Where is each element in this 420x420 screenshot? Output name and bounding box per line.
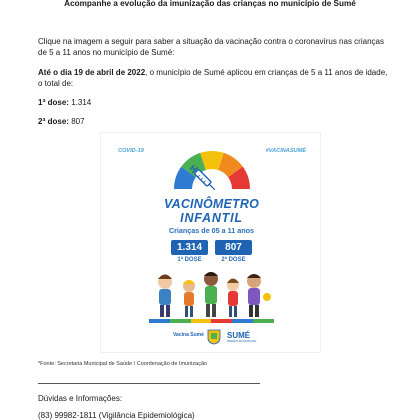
- covid-tag: COVID-19: [118, 148, 144, 154]
- vacina-sume-logo: Vacina Sumé: [173, 332, 204, 338]
- dose1-label: 1ª dose:: [38, 98, 69, 107]
- hashtag-tag: #VACINASUMÉ: [265, 148, 306, 154]
- summary-paragraph: [38, 67, 388, 89]
- divider: [38, 383, 260, 384]
- summary-date: Até o dia 19 de abril de 2022: [38, 68, 146, 77]
- intro-paragraph: Clique na imagem a seguir para saber a situação da vacinação contra o coronavírus nas crianças de 5 a 11 anos no município de Sumé:: [38, 37, 384, 58]
- stripe-segment: [253, 319, 274, 323]
- brand-line1: VACINÔMETRO: [163, 197, 260, 211]
- page-title: Acompanhe a evolução da imunização das crianças no município de Sumé: [64, 0, 356, 8]
- card-subtitle: Crianças de 05 a 11 anos: [168, 226, 255, 235]
- dose1-line: [38, 97, 388, 108]
- sume-logo-subtitle: PREFEITURA MUNICIPAL: [227, 340, 257, 343]
- sume-logo: SUMÉ: [227, 331, 251, 340]
- stripe-segment: [211, 319, 232, 323]
- contact-phone: (83) 99982-1811 (Vigilância Epidemiológica): [38, 411, 195, 420]
- brand-line2: INFANTIL: [180, 211, 243, 225]
- stripe-segment: [232, 319, 253, 323]
- dose1-value: 1.314: [71, 98, 92, 107]
- city-crest-icon: [207, 329, 221, 345]
- source-note: *Fonte: Secretaria Municipal de Saúde / Coordenação de Imunização: [38, 361, 208, 367]
- dose2-box-label: 2ª DOSE: [221, 257, 246, 263]
- vacinometro-image-link[interactable]: [100, 132, 321, 353]
- summary-text: , o município de Sumé aplicou em crianças de 5 a 11 anos de idade, o total de:: [38, 68, 388, 89]
- dose2-box: 807: [215, 240, 252, 255]
- contact-heading: Dúvidas e Informações:: [38, 394, 123, 403]
- dose2-label: 2ª dose:: [38, 117, 69, 126]
- gauge-icon: [171, 145, 253, 195]
- dose1-box-label: 1ª DOSE: [177, 257, 202, 263]
- color-stripes: [149, 319, 274, 323]
- dose2-line: [38, 116, 388, 127]
- stripe-segment: [170, 319, 191, 323]
- children-illustration: [149, 267, 275, 319]
- dose1-box: 1.314: [171, 240, 208, 255]
- stripe-segment: [149, 319, 170, 323]
- stripe-segment: [191, 319, 212, 323]
- dose2-value: 807: [71, 117, 85, 126]
